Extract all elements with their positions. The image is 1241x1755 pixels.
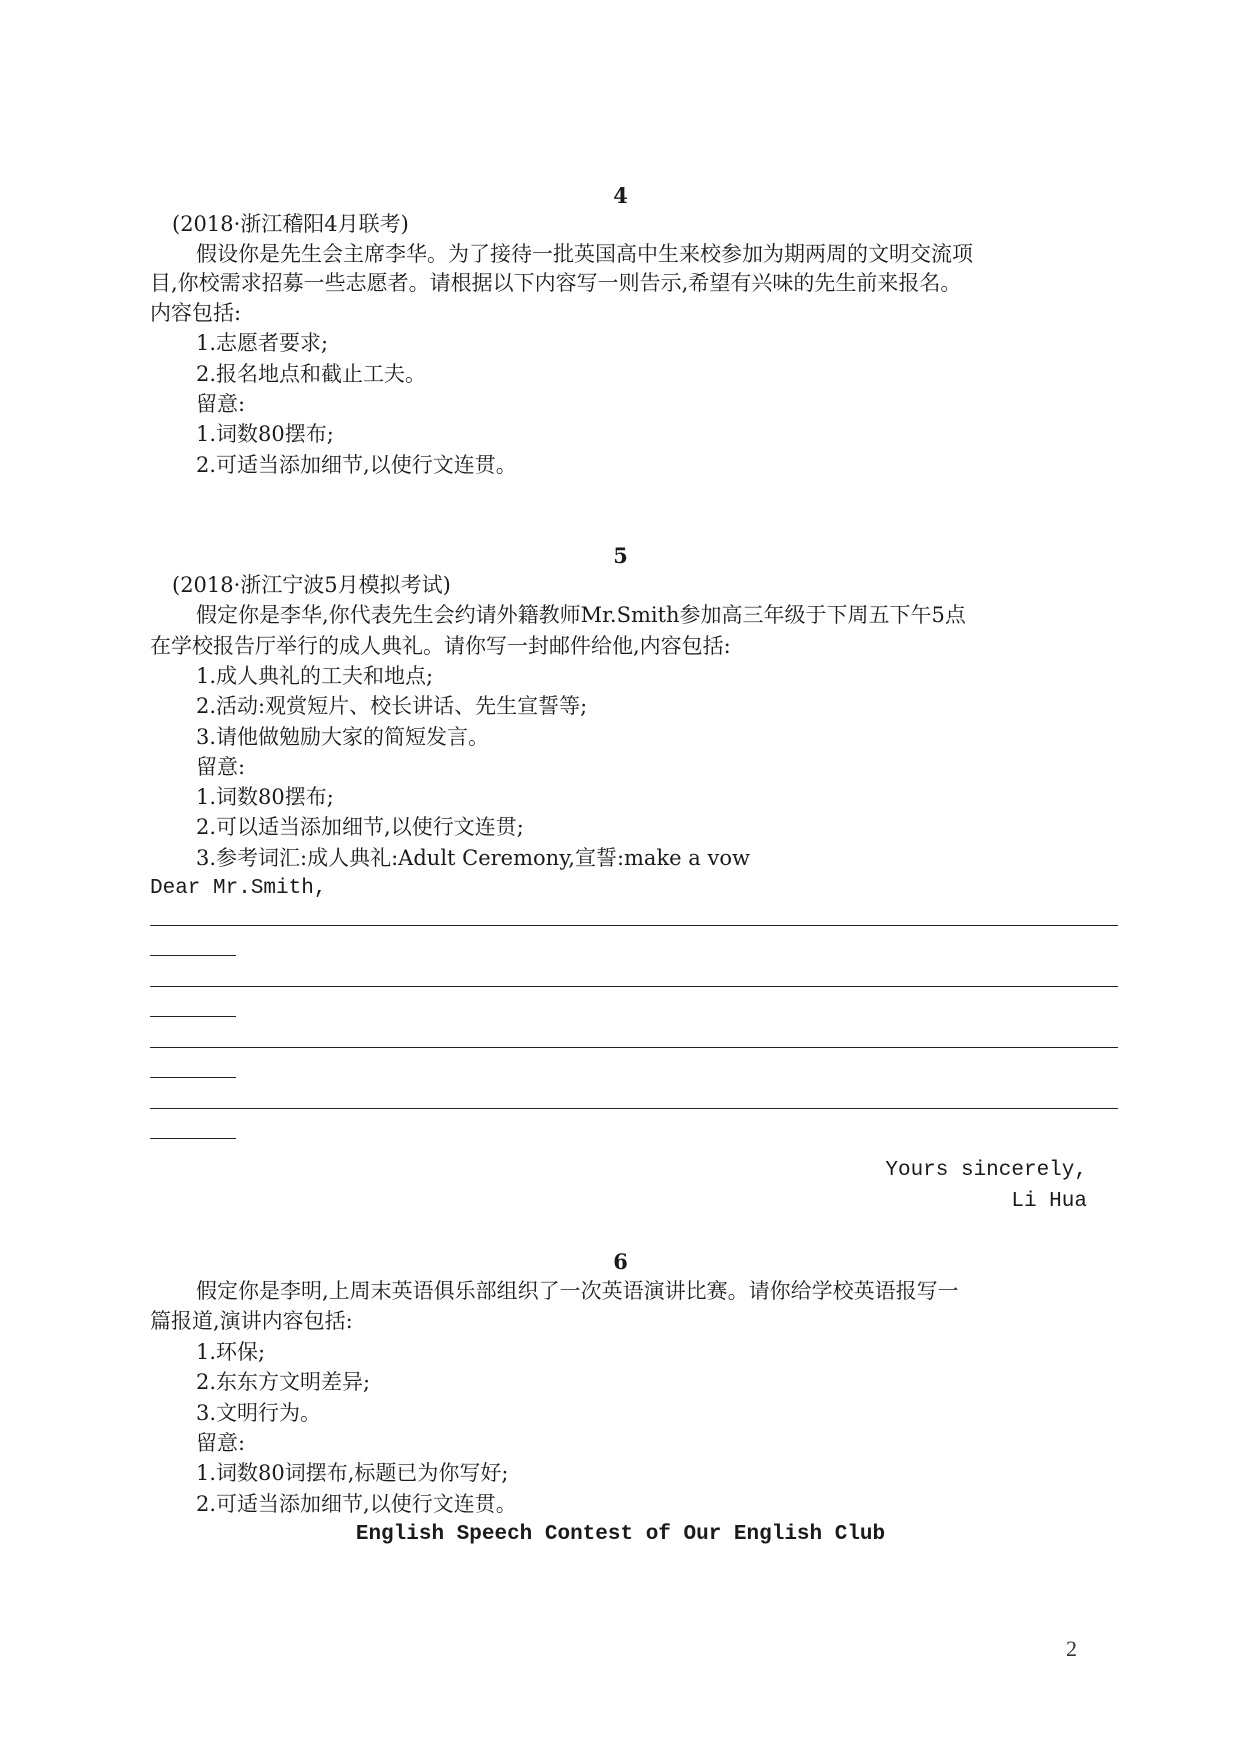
question-5-line: 2.活动:观赏短片、校长讲话、先生宣誓等; [196,694,588,718]
question-5-line: 1.词数80摆布; [196,785,334,809]
question-5-line: 2.可以适当添加细节,以使行文连贯; [196,815,524,839]
question-5-line: 在学校报告厅举行的成人典礼。请你写一封邮件给他,内容包括: [150,634,731,658]
question-6-number: 6 [613,1249,628,1274]
writing-line [150,1047,1118,1048]
question-5-line: 3.参考词汇:成人典礼:Adult Ceremony,宣誓:make a vow [196,846,750,870]
writing-line [150,925,1118,926]
question-6-line: 留意: [196,1431,246,1455]
question-4-line: 留意: [196,392,246,416]
question-6-line: 3.文明行为。 [196,1401,322,1425]
writing-line [150,986,1118,987]
question-4-source: (2018·浙江稽阳4月联考) [172,212,409,236]
writing-line [150,1108,1118,1109]
writing-line [150,955,236,956]
question-6-line: 篇报道,演讲内容包括: [150,1309,353,1333]
question-5-line: 假定你是李华,你代表先生会约请外籍教师Mr.Smith参加高三年级于下周五下午5点 [196,603,966,627]
letter-closing: Yours sincerely, [885,1159,1087,1182]
writing-line [150,1016,236,1017]
letter-signature: Li Hua [1011,1190,1087,1213]
question-5-number: 5 [613,543,628,568]
question-4-line: 1.志愿者要求; [196,331,329,355]
question-6-line: 1.词数80词摆布,标题已为你写好; [196,1461,509,1485]
question-4-number: 4 [613,183,628,208]
question-5-line: 1.成人典礼的工夫和地点; [196,664,434,688]
question-6-line: 假定你是李明,上周末英语俱乐部组织了一次英语演讲比赛。请你给学校英语报写一 [196,1279,959,1303]
page-number: 2 [1066,1636,1077,1661]
question-4-line: 假设你是先生会主席李华。为了接待一批英国高中生来校参加为期两周的文明交流项 [196,242,973,266]
writing-line [150,1138,236,1139]
question-4-line: 目,你校需求招募一些志愿者。请根据以下内容写一则告示,希望有兴味的先生前来报名。 [150,271,962,295]
question-6-line: 2.东东方文明差异; [196,1370,371,1394]
question-6-line: 1.环保; [196,1340,266,1364]
question-6-line: 2.可适当添加细节,以使行文连贯。 [196,1492,517,1516]
essay-title: English Speech Contest of Our English Club [355,1523,886,1546]
question-4-line: 内容包括: [150,301,242,325]
question-5-line: 留意: [196,755,246,779]
question-5-line: 3.请他做勉励大家的简短发言。 [196,725,490,749]
question-4-line: 1.词数80摆布; [196,422,334,446]
question-5-source: (2018·浙江宁波5月模拟考试) [172,573,451,597]
writing-line [150,1077,236,1078]
question-4-line: 2.报名地点和截止工夫。 [196,362,427,386]
question-4-line: 2.可适当添加细节,以使行文连贯。 [196,453,517,477]
letter-salutation: Dear Mr.Smith, [150,877,327,900]
